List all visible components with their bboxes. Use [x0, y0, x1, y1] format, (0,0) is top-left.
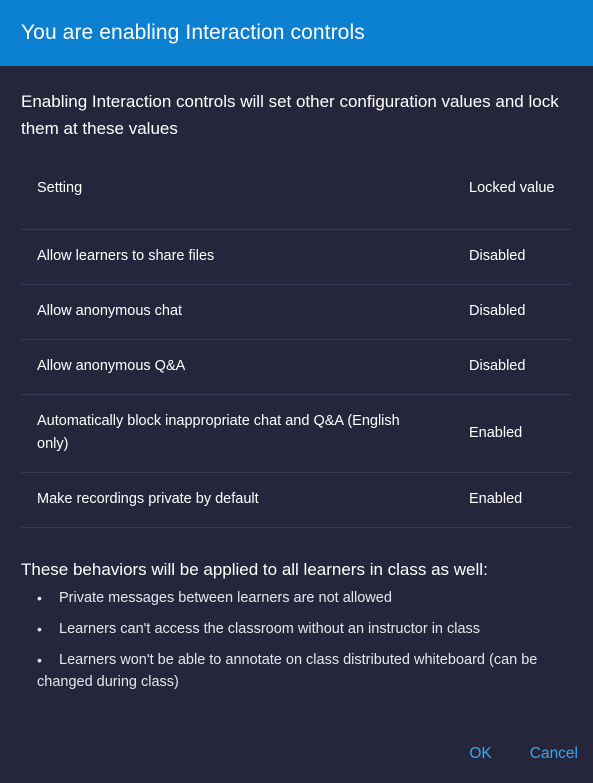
dialog-header: [0, 0, 593, 66]
table-row: [21, 284, 571, 339]
table-row: [21, 229, 571, 284]
table-row: [21, 472, 571, 527]
ok-button[interactable]: OK: [469, 743, 491, 765]
setting-locked-value: Enabled: [469, 472, 571, 527]
dialog-intro-text: Enabling Interaction controls will set other configuration values and lock them at these values: [21, 92, 559, 138]
dialog-title: You are enabling Interaction controls: [21, 21, 365, 44]
setting-name: Make recordings private by default: [21, 472, 469, 527]
bullet-icon: •: [37, 621, 42, 637]
setting-locked-value: Disabled: [469, 229, 571, 284]
table-header-row: [21, 148, 571, 229]
dialog-footer: [469, 743, 578, 765]
bullet-icon: •: [37, 590, 42, 606]
behavior-text: Private messages between learners are not allowed: [59, 590, 392, 606]
behaviors-section: [21, 559, 576, 702]
table-row: [21, 394, 571, 472]
setting-name: Automatically block inappropriate chat and Q&A (English only): [21, 394, 469, 472]
behavior-text: Learners can't access the classroom without an instructor in class: [59, 621, 481, 637]
list-item: [21, 618, 576, 640]
setting-locked-value: Disabled: [469, 284, 571, 339]
column-header-locked-value: Locked value: [469, 148, 571, 229]
setting-name: Allow anonymous Q&A: [21, 339, 469, 394]
setting-locked-value: Enabled: [469, 394, 571, 472]
behavior-text: Learners won't be able to annotate on class distributed whiteboard (can be changed during class): [37, 652, 538, 690]
locked-settings-table: [21, 148, 571, 528]
behaviors-heading: These behaviors will be applied to all learners in class as well:: [21, 560, 488, 579]
setting-name: Allow anonymous chat: [21, 284, 469, 339]
table-row: [21, 339, 571, 394]
list-item: [21, 649, 576, 693]
setting-name: Allow learners to share files: [21, 229, 469, 284]
column-header-setting: Setting: [21, 148, 469, 229]
setting-locked-value: Disabled: [469, 339, 571, 394]
cancel-button[interactable]: Cancel: [530, 743, 578, 765]
behaviors-list: [21, 587, 576, 693]
list-item: [21, 587, 576, 609]
bullet-icon: •: [37, 652, 42, 668]
